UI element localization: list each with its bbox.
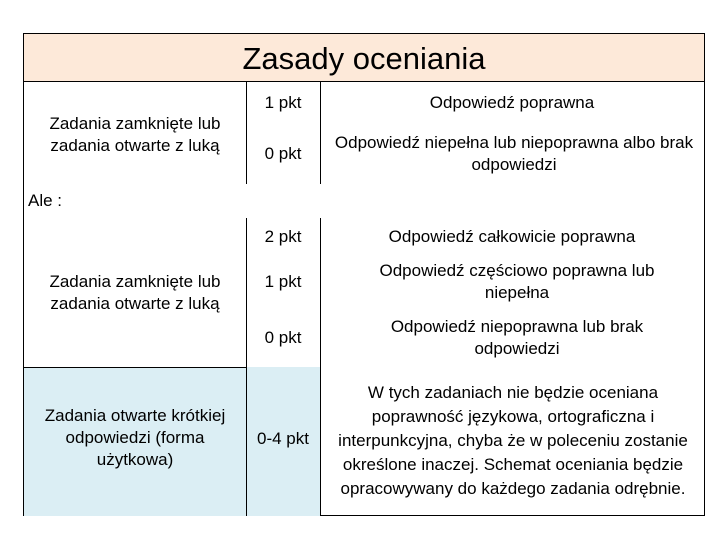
divider-col1-sec1 [246,82,247,184]
grading-table [23,33,705,516]
divider-col2-sec2 [320,218,321,516]
section2-category: Zadania zamknięte lub zadania otwarte z luką [49,272,221,313]
section2-row3-description: Odpowiedź niepoprawna lub brak odpowiedzi [390,317,644,358]
section3-points: 0-4 pkt [257,429,309,448]
section1-category: Zadania zamknięte lub zadania otwarte z luką [49,114,221,155]
divider-col2-sec1 [320,82,321,184]
divider-col1-sec2 [246,218,247,516]
section1-row2-points: 0 pkt [264,144,302,163]
divider-section3-top [24,367,246,368]
section3-description: W tych zadaniach nie będzie oceniana poprawność językowa, ortograficzna i interpunkcyjna, chyba że w poleceniu zostanie określone inaczej. Schemat oceniania będzie opracowywany do każdego zadania odrębnie. [338,383,688,498]
section2-row3-points: 0 pkt [264,328,302,347]
ale-label: Ale : [28,191,63,210]
section2-row2-points: 1 pkt [264,272,302,291]
section3-category: Zadania otwarte krótkiej odpowiedzi (forma użytkowa) [44,406,226,469]
section1-row1-description: Odpowiedź poprawna [429,93,595,112]
section1-row1-points: 1 pkt [264,93,302,112]
page-title: Zasady oceniania [24,34,704,82]
section1-row2-description: Odpowiedź niepełna lub niepoprawna albo brak odpowiedzi [334,133,694,174]
section2-row2-description: Odpowiedź częściowo poprawna lub niepełna [379,261,655,302]
section2-row1-points: 2 pkt [264,227,302,246]
section2-row1-description: Odpowiedź całkowicie poprawna [388,227,636,246]
